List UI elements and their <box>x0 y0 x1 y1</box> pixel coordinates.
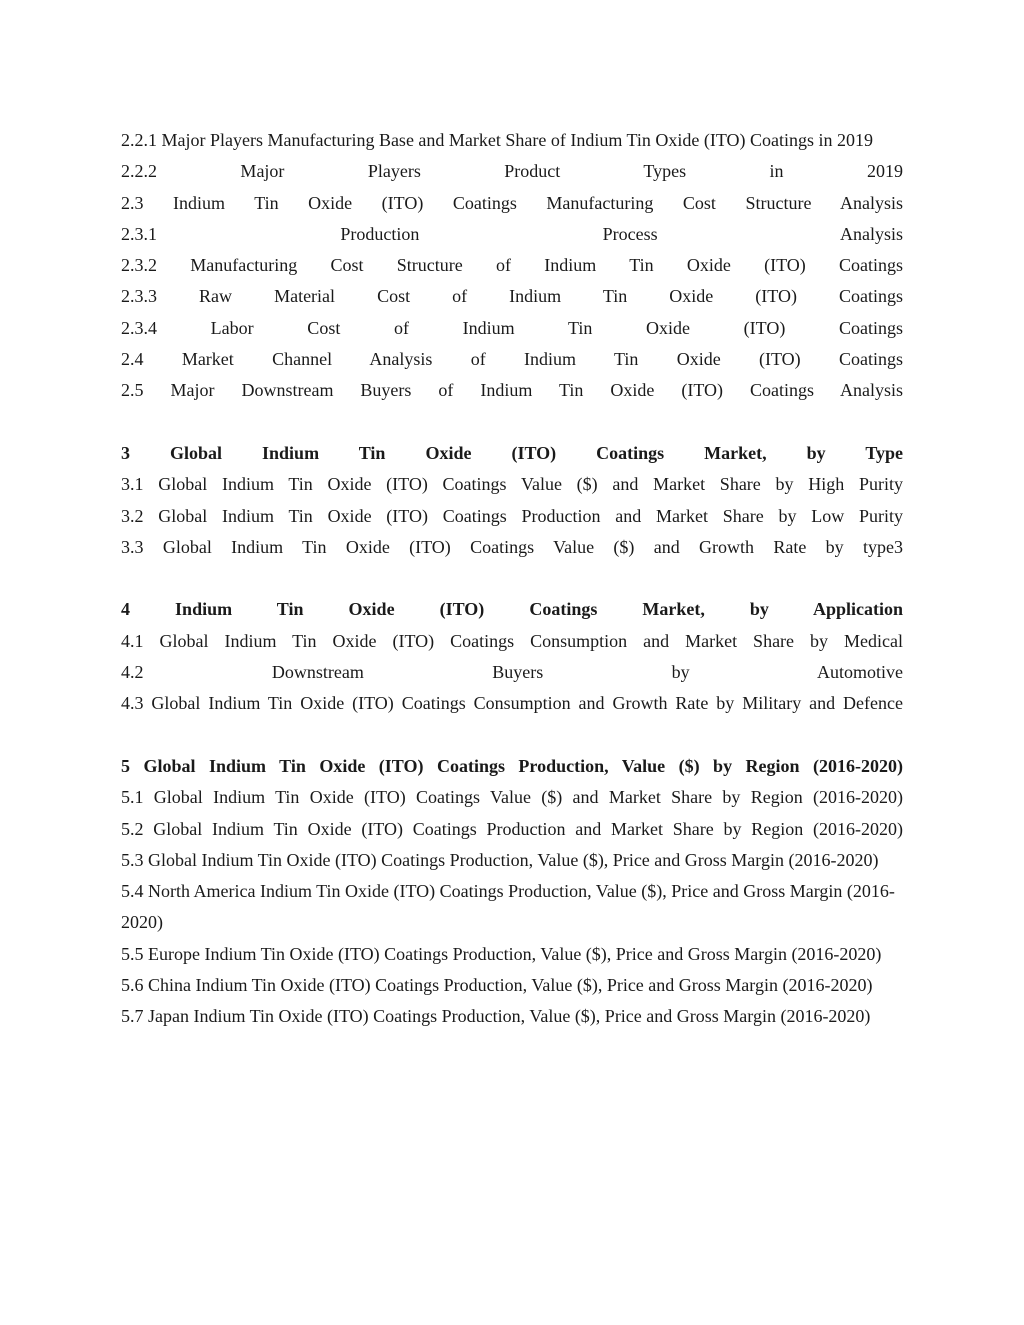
section-heading-3: 3 Global Indium Tin Oxide (ITO) Coatings Market, by Type <box>121 442 903 463</box>
toc-entry-2-3: 2.3 Indium Tin Oxide (ITO) Coatings Manufacturing Cost Structure Analysis <box>121 192 903 213</box>
toc-entry-3-2: 3.2 Global Indium Tin Oxide (ITO) Coatings Production and Market Share by Low Purity <box>121 505 903 526</box>
toc-entry-2-3-4: 2.3.4 Labor Cost of Indium Tin Oxide (ITO) Coatings <box>121 317 903 338</box>
toc-entry-3-3: 3.3 Global Indium Tin Oxide (ITO) Coatings Value ($) and Growth Rate by type3 <box>121 536 903 557</box>
toc-entry-2-3-2: 2.3.2 Manufacturing Cost Structure of Indium Tin Oxide (ITO) Coatings <box>121 255 903 276</box>
section-spacer <box>121 407 903 438</box>
toc-entry-4-3: 4.3 Global Indium Tin Oxide (ITO) Coatings Consumption and Growth Rate by Military and Defence <box>121 693 903 714</box>
section-heading-4: 4 Indium Tin Oxide (ITO) Coatings Market, by Application <box>121 599 903 620</box>
document-page <box>121 125 903 1033</box>
toc-entry-4-1: 4.1 Global Indium Tin Oxide (ITO) Coatings Consumption and Market Share by Medical <box>121 630 903 651</box>
toc-entry-5-4: 5.4 North America Indium Tin Oxide (ITO) Coatings Production, Value ($), Price and Gross Margin (2016-2020) <box>121 881 895 933</box>
toc-entry-5-5: 5.5 Europe Indium Tin Oxide (ITO) Coatings Production, Value ($), Price and Gross Margin (2016-2020) <box>121 943 882 964</box>
toc-entry-2-5: 2.5 Major Downstream Buyers of Indium Tin Oxide (ITO) Coatings Analysis <box>121 380 903 401</box>
toc-entry-4-2: 4.2 Downstream Buyers by Automotive <box>121 662 903 683</box>
toc-entry-2-3-3: 2.3.3 Raw Material Cost of Indium Tin Oxide (ITO) Coatings <box>121 286 903 307</box>
toc-entry-5-1: 5.1 Global Indium Tin Oxide (ITO) Coatings Value ($) and Market Share by Region (2016-2020) <box>121 787 903 808</box>
toc-entry-2-4: 2.4 Market Channel Analysis of Indium Tin Oxide (ITO) Coatings <box>121 349 903 370</box>
toc-entry-5-3: 5.3 Global Indium Tin Oxide (ITO) Coatings Production, Value ($), Price and Gross Margin (2016-2020) <box>121 849 879 870</box>
toc-entry-5-7: 5.7 Japan Indium Tin Oxide (ITO) Coatings Production, Value ($), Price and Gross Margin (2016-2020) <box>121 1006 871 1027</box>
toc-entry-2-2-1: 2.2.1 Major Players Manufacturing Base and Market Share of Indium Tin Oxide (ITO) Coatings in 2019 <box>121 130 874 150</box>
section-spacer <box>121 720 903 751</box>
toc-entry-3-1: 3.1 Global Indium Tin Oxide (ITO) Coatings Value ($) and Market Share by High Purity <box>121 474 903 495</box>
toc-entry-5-6: 5.6 China Indium Tin Oxide (ITO) Coatings Production, Value ($), Price and Gross Margin (2016-2020) <box>121 975 873 996</box>
section-heading-5: 5 Global Indium Tin Oxide (ITO) Coatings Production, Value ($) by Region (2016-2020) <box>121 755 903 776</box>
section-spacer <box>121 563 903 594</box>
toc-entry-5-2: 5.2 Global Indium Tin Oxide (ITO) Coatings Production and Market Share by Region (2016-2020) <box>121 818 903 839</box>
toc-entry-2-2-2: 2.2.2 Major Players Product Types in 2019 <box>121 161 903 182</box>
toc-entry-2-3-1: 2.3.1 Production Process Analysis <box>121 223 903 244</box>
